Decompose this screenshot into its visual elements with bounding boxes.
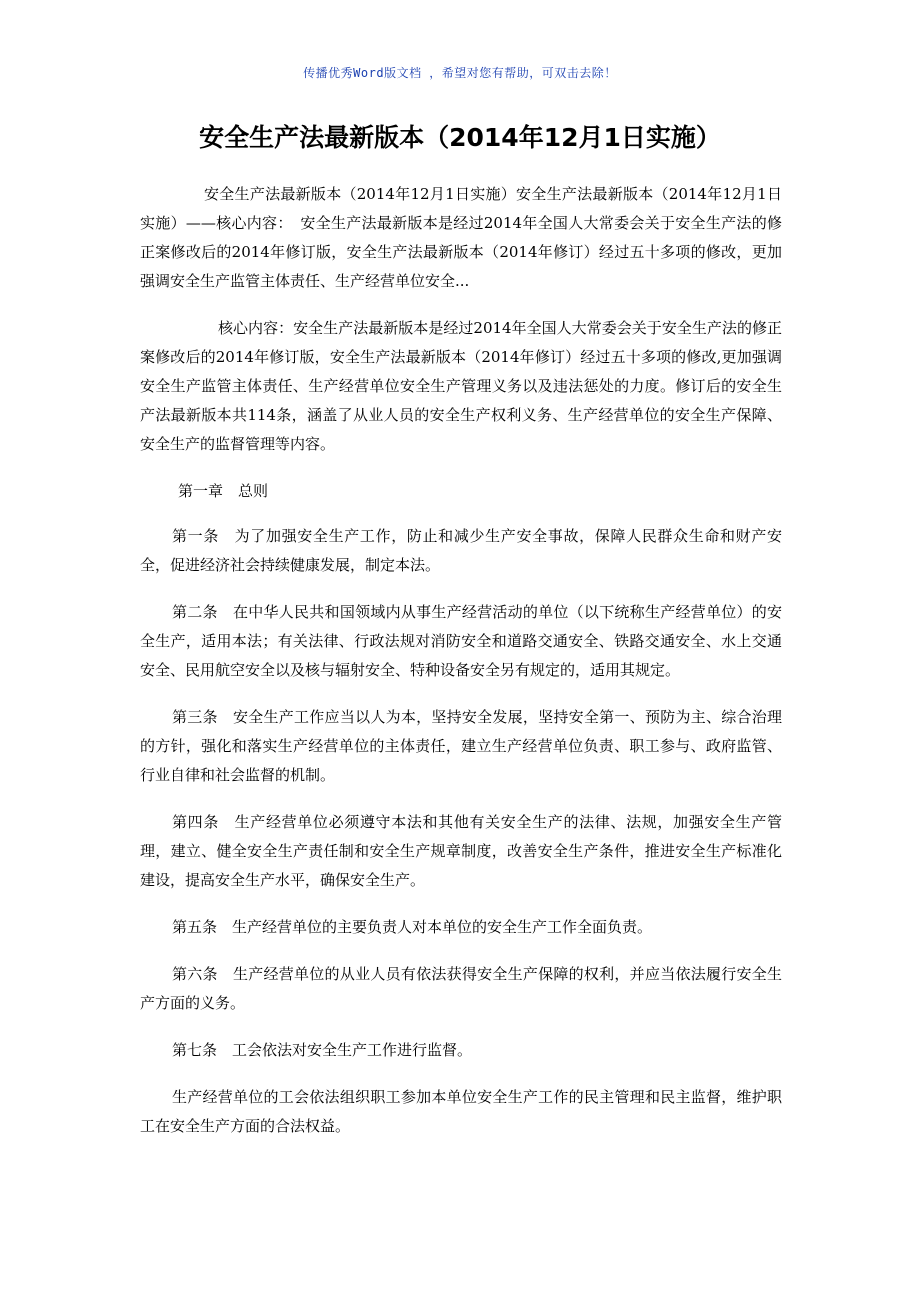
document-body <box>140 180 782 1159</box>
article-4: 第四条 生产经营单位必须遵守本法和其他有关安全生产的法律、法规，加强安全生产管理，建立、健全安全生产责任制和安全生产规章制度，改善安全生产条件，推进安全生产标准化建设，提高安全生产水平，确保安全生产。 <box>140 813 782 889</box>
article-6: 第六条 生产经营单位的从业人员有依法获得安全生产保障的权利，并应当依法履行安全生产方面的义务。 <box>140 965 782 1012</box>
article-3: 第三条 安全生产工作应当以人为本，坚持安全发展，坚持安全第一、预防为主、综合治理的方针，强化和落实生产经营单位的主体责任，建立生产经营单位负责、职工参与、政府监管、行业自律和社会监督的机制。 <box>140 708 782 784</box>
core-content-paragraph: 核心内容：安全生产法最新版本是经过2014年全国人大常委会关于安全生产法的修正案修改后的2014年修订版，安全生产法最新版本（2014年修订）经过五十多项的修改,更加强调安全生产监管主体责任、生产经营单位安全生产管理义务以及违法惩处的力度。修订后的安全生产法最新版本共114条，涵盖了从业人员的安全生产权利义务、生产经营单位的安全生产保障、安全生产的监督管理等内容。 <box>140 319 782 453</box>
article-7-clause-2: 生产经营单位的工会依法组织职工参加本单位安全生产工作的民主管理和民主监督，维护职工在安全生产方面的合法权益。 <box>140 1088 782 1135</box>
intro-paragraph: 安全生产法最新版本（2014年12月1日实施）安全生产法最新版本（2014年12月1日实施）——核心内容： 安全生产法最新版本是经过2014年全国人大常委会关于安全生产法的修正案修改后的2014年修订版，安全生产法最新版本（2014年修订）经过五十多项的修改，更加强调安全生产监管主体责任、生产经营单位安全... <box>140 185 782 290</box>
article-1: 第一条 为了加强安全生产工作，防止和减少生产安全事故，保障人民群众生命和财产安全，促进经济社会持续健康发展，制定本法。 <box>140 527 782 574</box>
header-note: 传播优秀Word版文档 ，希望对您有帮助，可双击去除！ <box>303 66 617 80</box>
chapter-heading: 第一章 总则 <box>178 482 269 500</box>
page-title: 安全生产法最新版本（2014年12月1日实施） <box>199 123 721 152</box>
article-2: 第二条 在中华人民共和国领域内从事生产经营活动的单位（以下统称生产经营单位）的安全生产，适用本法；有关法律、行政法规对消防安全和道路交通安全、铁路交通安全、水上交通安全、民用航空安全以及核与辐射安全、特种设备安全另有规定的，适用其规定。 <box>140 603 782 679</box>
article-7: 第七条 工会依法对安全生产工作进行监督。 <box>172 1041 473 1059</box>
article-5: 第五条 生产经营单位的主要负责人对本单位的安全生产工作全面负责。 <box>172 918 653 936</box>
